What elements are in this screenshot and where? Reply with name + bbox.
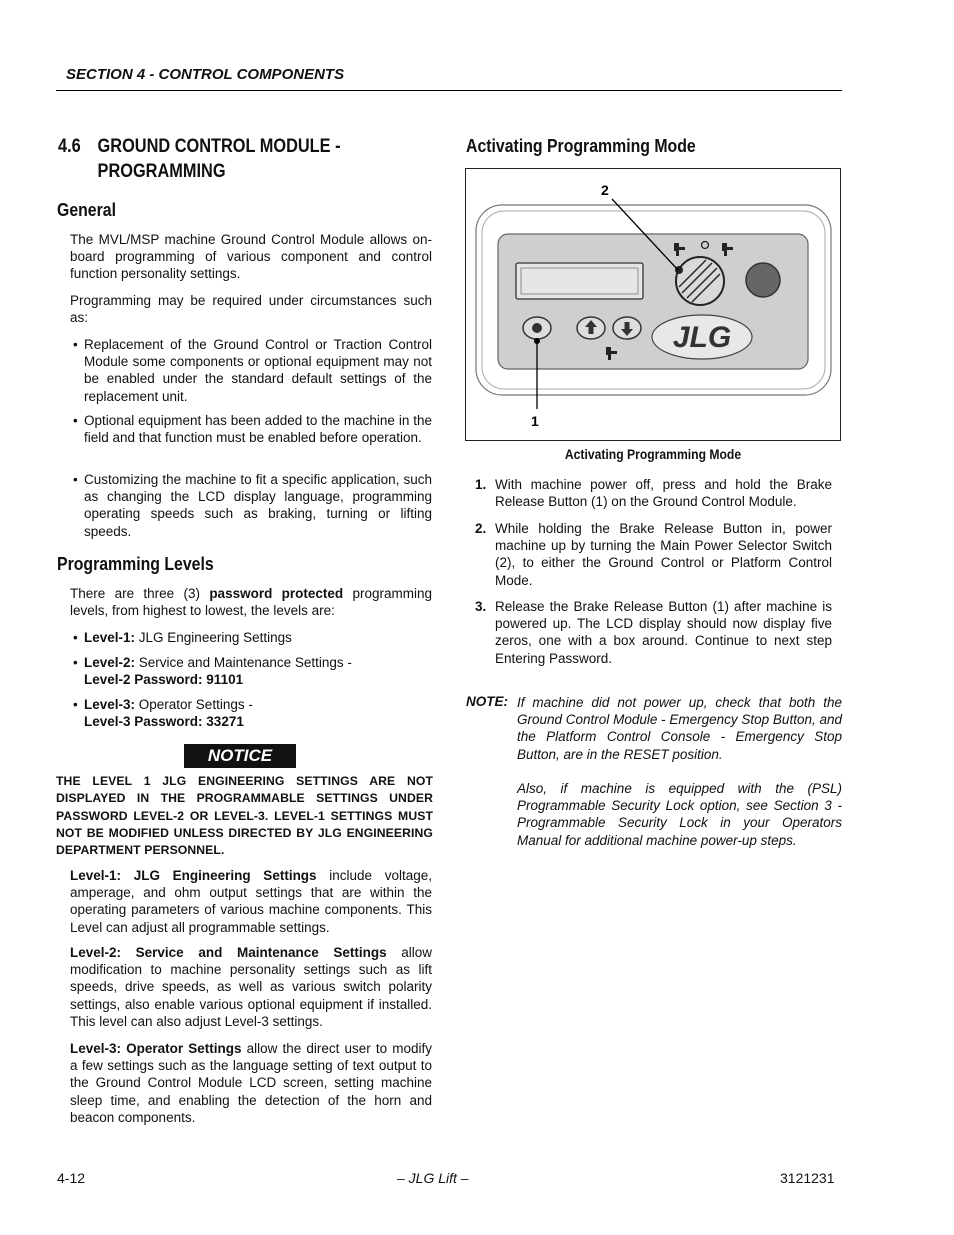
callout-2: 2 [601, 182, 609, 198]
note-text-1: If machine did not power up, check that both the Ground Control Module - Emergency Stop Button, and the Platform Control Console - Emergency Stop Button, are in the RESET position. [517, 695, 842, 762]
bullet-text: Replacement of the Ground Control or Traction Control Module some components or optional equipment may not be enabled under the standard default settings of the replacement unit. [84, 337, 432, 404]
level-2-password: Level-2 Password: 91101 [84, 672, 244, 688]
title-line-2: PROGRAMMING [97, 161, 226, 182]
title-line-1: GROUND CONTROL MODULE - [97, 136, 341, 157]
module-illustration [466, 169, 840, 440]
levels-intro: There are three (3) password protected programming levels, from highest to lowest, the levels are: [70, 586, 432, 619]
figure-caption: Activating Programming Mode [564, 447, 742, 462]
notice-text: THE LEVEL 1 JLG ENGINEERING SETTINGS ARE NOT DISPLAYED IN THE PROGRAMMABLE SETTINGS UNDER PASSWORD LEVEL-2 OR LEVEL-3. LEVEL-1 SETTINGS MUST NOT BE MODIFIED UNLESS DIRECTED BY JLG ENGINEERING DEPARTMENT PERSONNEL. [56, 774, 433, 858]
level-2-description: Level-2: Service and Maintenance Settings allow modification to machine personality settings such as lift speeds, drive speeds, as well as various switch polarity settings, also enable various optional equipment if installed. This level can also adjust Level-3 settings. [70, 945, 433, 1029]
callout-1: 1 [531, 413, 539, 429]
notice-badge: NOTICE [184, 744, 296, 768]
level-item: • Level-3: Operator Settings - Level-3 Password: 33271 [73, 697, 253, 730]
general-para-1: The MVL/MSP machine Ground Control Module allows on-board programming of various component and control function personality settings. [70, 232, 432, 282]
level-item: • Level-1: JLG Engineering Settings [73, 630, 292, 645]
bullet-item: • Replacement of the Ground Control or Traction Control Module some components or optional equipment may not be enabled under the standard default settings of the replacement unit. [73, 337, 432, 404]
activating-heading: Activating Programming Mode [466, 136, 696, 156]
footer-center: – JLG Lift – [397, 1170, 469, 1186]
jlg-logo-text: JLG [672, 321, 732, 354]
step-item: 1. With machine power off, press and hold the Brake Release Button (1) on the Ground Control Module. [475, 477, 832, 510]
section-title [58, 134, 385, 184]
step-item: 3. Release the Brake Release Button (1) after machine is powered up. The LCD display should now display five zeros, one with a box around. Continue to next step Entering Password. [475, 599, 832, 666]
bullet-item: • Optional equipment has been added to the machine in the field and that function must be enabled before operation. [73, 413, 432, 446]
general-heading: General [57, 200, 117, 220]
emergency-stop-button [746, 263, 780, 297]
main-power-selector-switch [676, 257, 724, 305]
document-number: 3121231 [780, 1170, 835, 1186]
step-item: 2. While holding the Brake Release Button in, power machine up by turning the Main Power Selector Switch (2), to either the Ground Control or Platform Control Mode. [475, 521, 832, 588]
page-number: 4-12 [57, 1170, 86, 1186]
bullet-text: Customizing the machine to fit a specific application, such as changing the LCD display language, programming operating speeds such as braking, turning or lifting speeds. [84, 472, 432, 539]
general-para-2: Programming may be required under circumstances such as: [70, 293, 432, 326]
level-item: • Level-2: Service and Maintenance Settings - Level-2 Password: 91101 [73, 655, 352, 688]
bullet-text: Optional equipment has been added to the machine in the field and that function must be enabled before operation. [84, 413, 432, 446]
level-1-description: Level-1: JLG Engineering Settings include voltage, amperage, and ohm output settings that are within the operating parameters of various machine components. This Level can adjust all programmable settings. [70, 868, 432, 935]
note-label: NOTE: [466, 694, 508, 709]
bullet-item: • Customizing the machine to fit a specific application, such as changing the LCD display language, programming operating speeds such as braking, turning or lifting speeds. [73, 472, 432, 539]
section-header: SECTION 4 - CONTROL COMPONENTS [66, 66, 345, 83]
programming-levels-heading: Programming Levels [57, 554, 214, 574]
note-text-2: Also, if machine is equipped with the (PSL) Programmable Security Lock option, see Section 3 - Programmable Security Lock in your Operators Manual for additional machine power-up steps. [517, 781, 842, 848]
ground-control-module-figure [465, 168, 841, 441]
level-3-description: Level-3: Operator Settings allow the direct user to modify a few settings such as the language setting of text output to the Ground Control Module LCD screen, setting machine sleep time, and enabling the detection of the horn and beacon components. [70, 1041, 432, 1125]
section-number: 4.6 [58, 136, 81, 157]
header-rule [56, 90, 842, 91]
level-3-password: Level-3 Password: 33271 [84, 714, 244, 730]
